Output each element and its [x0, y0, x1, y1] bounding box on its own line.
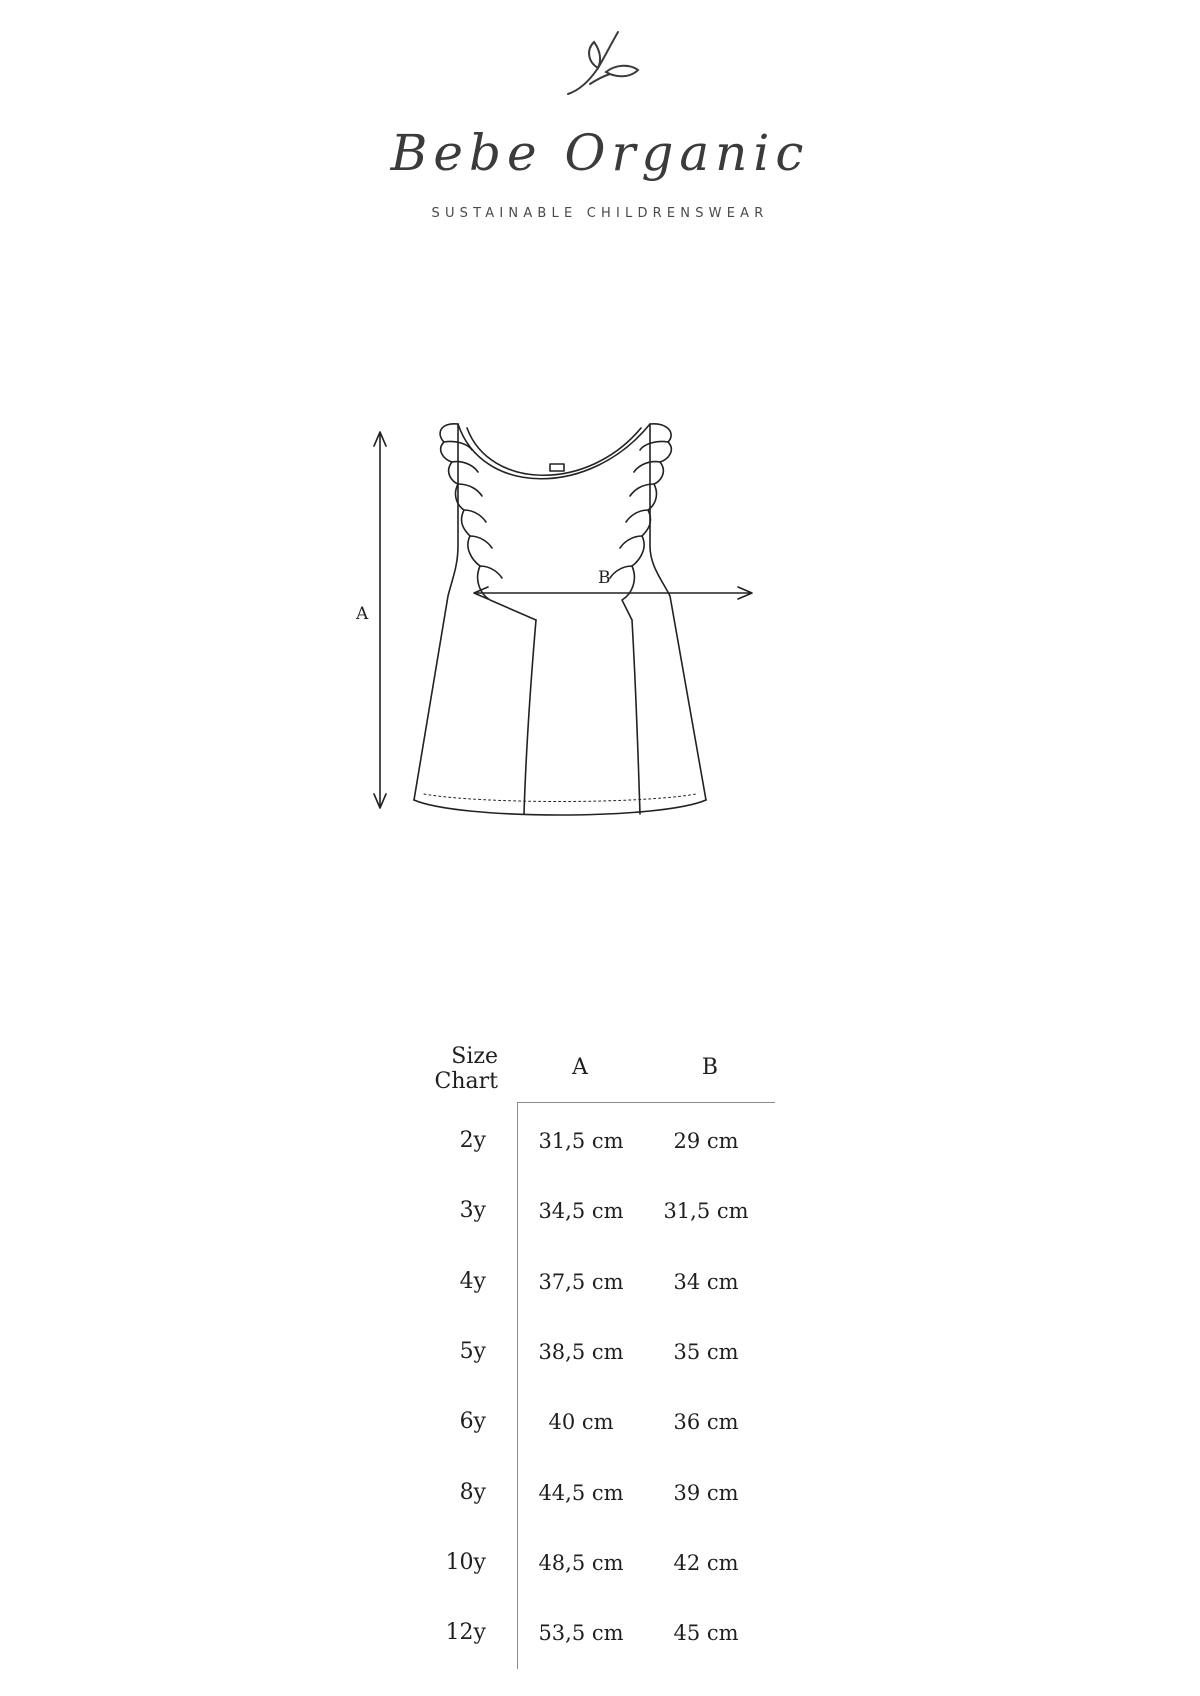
size-cell: 12y [445, 1620, 486, 1645]
table-header-divider [517, 1102, 775, 1103]
brand-name: Bebe Organic [390, 124, 810, 182]
measurement-b-cell: 29 cm [673, 1129, 739, 1153]
size-cell: 6y [459, 1409, 486, 1434]
measurement-a-cell: 40 cm [548, 1410, 614, 1434]
table-column-divider [517, 1103, 518, 1669]
measurement-a-cell: 34,5 cm [538, 1199, 624, 1223]
size-chart-title-line2: Chart [434, 1069, 498, 1094]
size-cell: 5y [459, 1339, 486, 1364]
size-cell: 2y [459, 1128, 486, 1153]
size-cell: 10y [445, 1550, 486, 1575]
garment-illustration [340, 410, 780, 830]
measurement-a-cell: 31,5 cm [538, 1129, 624, 1153]
measurement-b-cell: 31,5 cm [663, 1199, 749, 1223]
measurement-b-cell: 34 cm [673, 1270, 739, 1294]
measurement-a-cell: 38,5 cm [538, 1340, 624, 1364]
size-cell: 8y [459, 1480, 486, 1505]
measurement-b-cell: 35 cm [673, 1340, 739, 1364]
measurement-b-cell: 36 cm [673, 1410, 739, 1434]
leaf-logo-icon [560, 24, 650, 104]
measurement-a-cell: 48,5 cm [538, 1551, 624, 1575]
column-header-b: B [701, 1055, 719, 1080]
measurement-a-cell: 44,5 cm [538, 1481, 624, 1505]
measurement-b-cell: 42 cm [673, 1551, 739, 1575]
measurement-b-cell: 45 cm [673, 1621, 739, 1645]
size-cell: 4y [459, 1269, 486, 1294]
measurement-a-cell: 37,5 cm [538, 1270, 624, 1294]
size-chart-title-line1: Size [451, 1044, 498, 1069]
size-cell: 3y [459, 1198, 486, 1223]
measurement-b-cell: 39 cm [673, 1481, 739, 1505]
dimension-a-label: A [356, 604, 369, 624]
measurement-a-cell: 53,5 cm [538, 1621, 624, 1645]
column-header-a: A [572, 1055, 588, 1080]
brand-tagline: SUSTAINABLE CHILDRENSWEAR [431, 206, 769, 221]
dimension-b-label: B [598, 568, 611, 588]
